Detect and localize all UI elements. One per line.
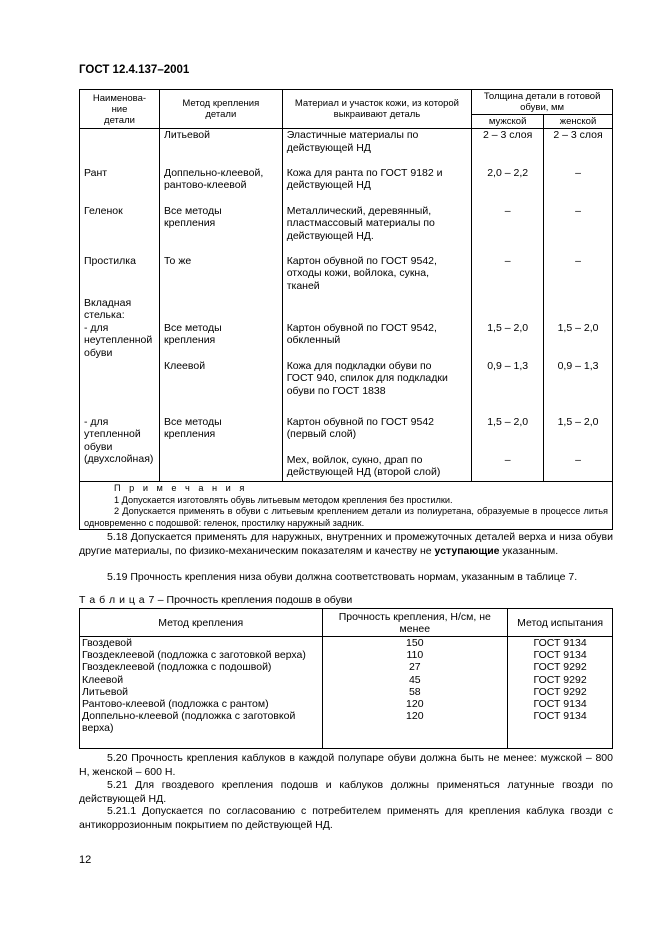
paragraph-5-21-1: 5.21.1 Допускается по согласованию с потребителем применять для крепления каблука гвозди с антикоррозионным покрытием по действующей НД. <box>79 805 613 831</box>
table-row: Мех, войлок, сукно, драп по действующей НД (второй слой) – – <box>80 454 613 482</box>
col-header-thickness: Толщина детали в готовой обуви, мм <box>472 90 613 115</box>
col-header-method: Метод крепления детали <box>159 90 282 129</box>
note-2: 2 Допускается применять в обуви с литьевым креплением детали из полиуретана, образуемые в процессе литья одновременно с подошвой: геленок, простилку наружный задник. <box>84 506 608 528</box>
paragraph-5-21: 5.21 Для гвоздевого крепления подошв и каблуков должны применяться латунные гвозди по действующей НД. <box>79 779 613 805</box>
table-row: Литьевой 58 ГОСТ 9292 <box>80 686 613 698</box>
table-row: Гвоздеклеевой (подложка с подошвой) 27 ГОСТ 9292 <box>80 661 613 673</box>
col-header-name: Наименова- ние детали <box>80 90 160 129</box>
document-header: ГОСТ 12.4.137–2001 <box>79 64 190 76</box>
sole-strength-table <box>79 608 613 749</box>
table-row: Рантово-клеевой (подложка с рантом) 120 ГОСТ 9134 <box>80 698 613 710</box>
table-row: Литьевой Эластичные материалы по действующей НД 2 – 3 слоя 2 – 3 слоя <box>80 129 613 167</box>
table-row: Клеевой Кожа для подкладки обуви по ГОСТ 940, спилок для подкладки обуви по ГОСТ 1838 0,9 – 1,3 0,9 – 1,3 <box>80 360 613 416</box>
parts-materials-table <box>79 89 613 530</box>
table-row: Гвоздеклеевой (подложка с заготовкой верха) 110 ГОСТ 9134 <box>80 649 613 661</box>
table-row: Гвоздевой 150 ГОСТ 9134 <box>80 637 613 650</box>
paragraph-5-19: 5.19 Прочность крепления низа обуви должна соответствовать нормам, указанным в таблице 7. <box>107 571 578 583</box>
col-header-female: женской <box>544 115 613 129</box>
note-1: 1 Допускается изготовлять обувь литьевым методом крепления без простилки. <box>114 494 453 505</box>
table7-caption: Т а б л и ц а 7 – Прочность крепления подошв в обуви <box>79 594 353 606</box>
table-row: - для утепленной обуви (двухслойная) Все методы крепления Картон обувной по ГОСТ 9542 (первый слой) 1,5 – 2,0 1,5 – 2,0 <box>80 416 613 454</box>
table-row: Простилка То же Картон обувной по ГОСТ 9542, отходы кожи, войлока, сукна, тканей – – <box>80 255 613 297</box>
col-header-strength: Прочность крепления, Н/см, не менее <box>322 609 508 637</box>
col-header-material: Материал и участок кожи, из которой выкраивают деталь <box>282 90 472 129</box>
col-header-fastening: Метод крепления <box>80 609 323 637</box>
table-row: Рант Доппельно-клеевой, рантово-клеевой Кожа для ранта по ГОСТ 9182 и действующей НД 2,0 – 2,2 – <box>80 167 613 205</box>
paragraph-5-20: 5.20 Прочность крепления каблуков в каждой полупаре обуви должна быть не менее: мужской – 800 Н, женской – 600 Н. <box>79 752 613 778</box>
paragraph-5-18: 5.18 Допускается применять для наружных, внутренних и промежуточных деталей верха и низа обуви другие материалы, по физико-механическим показателям и качеству не уступающие указанным. <box>79 531 613 557</box>
table-row: Геленок Все методы крепления Металлический, деревянный, пластмассовый материалы по действующей НД. – – <box>80 205 613 255</box>
page-number: 12 <box>79 854 92 866</box>
notes-title: П р и м е ч а н и я <box>114 483 248 493</box>
table-notes <box>80 482 613 530</box>
table-row: Клеевой 45 ГОСТ 9292 <box>80 674 613 686</box>
table-row: Вкладная стелька: - для неутепленной обуви Все методы крепления Картон обувной по ГОСТ 9542, обкленный 1,5 – 2,0 1,5 – 2,0 <box>80 297 613 360</box>
col-header-test: Метод испытания <box>508 609 613 637</box>
table-row: Доппельно-клеевой (подложка с заготовкой верха) 120 ГОСТ 9134 <box>80 710 613 748</box>
col-header-male: мужской <box>472 115 544 129</box>
